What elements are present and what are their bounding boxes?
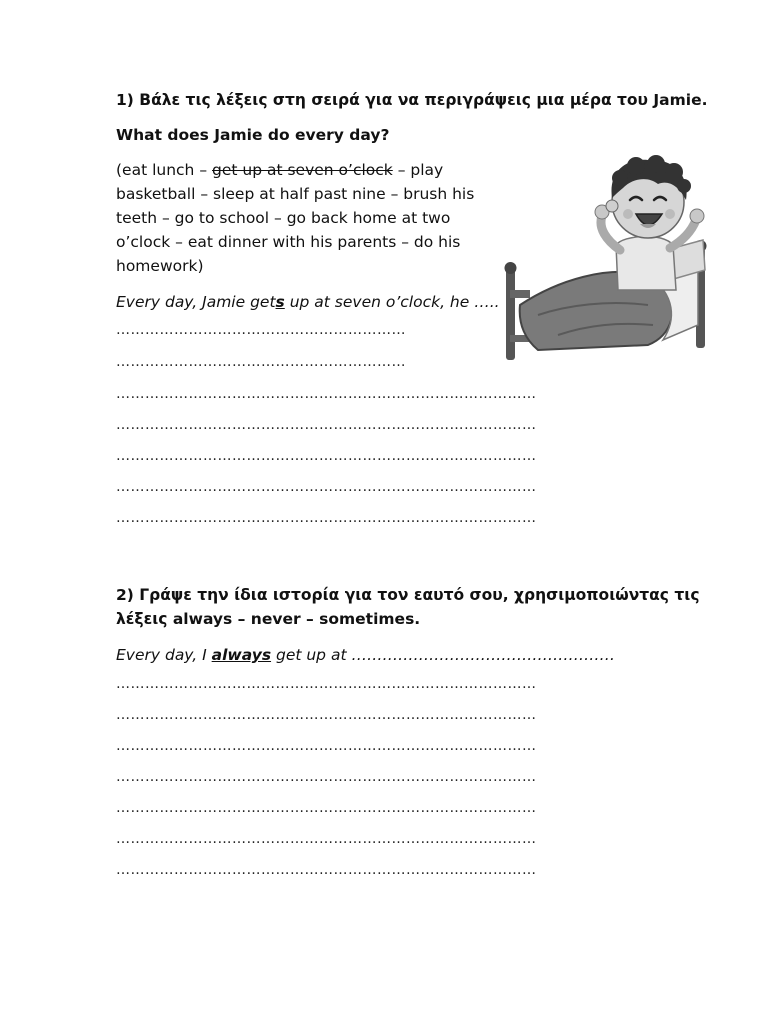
word-bank-line-5: homework) bbox=[116, 257, 204, 275]
answer-line-2[interactable]: …………………………………………………… bbox=[116, 354, 406, 370]
answer-line-10[interactable]: …………………………………………………………………………… bbox=[116, 738, 537, 754]
section2-example-pre: Every day, I bbox=[116, 646, 212, 664]
section1-example-post: up at seven o’clock, he ….. bbox=[284, 293, 500, 311]
section1-example-bold: s bbox=[275, 293, 285, 311]
word-bank-pre: (eat lunch – bbox=[116, 161, 212, 179]
answer-line-1[interactable]: …………………………………………………… bbox=[116, 322, 406, 338]
section2-example-bold: always bbox=[211, 646, 272, 664]
word-bank-line1-post: – play bbox=[392, 161, 444, 179]
answer-line-11[interactable]: …………………………………………………………………………… bbox=[116, 769, 537, 785]
answer-line-14[interactable]: …………………………………………………………………………… bbox=[116, 862, 537, 878]
boy-waking-up-in-bed-icon bbox=[498, 140, 718, 370]
section2-heading-line-1: 2) Γράψε την ίδια ιστορία για τον εαυτό σου, χρησιμοποιώντας τις bbox=[116, 586, 700, 604]
word-bank-line-3: teeth – go to school – go back home at two bbox=[116, 209, 451, 227]
answer-line-7[interactable]: …………………………………………………………………………… bbox=[116, 510, 537, 526]
section1-heading: 1) Βάλε τις λέξεις στη σειρά για να περιγράψεις μια μέρα του Jamie. bbox=[116, 91, 708, 109]
section2-example-post: get up at …………………………………………… bbox=[271, 646, 615, 664]
word-bank-line-2: basketball – sleep at half past nine – brush his bbox=[116, 185, 475, 203]
answer-line-4[interactable]: …………………………………………………………………………… bbox=[116, 417, 537, 433]
answer-line-13[interactable]: …………………………………………………………………………… bbox=[116, 831, 537, 847]
answer-line-6[interactable]: …………………………………………………………………………… bbox=[116, 479, 537, 495]
section1-example bbox=[116, 290, 500, 314]
section1-example-pre: Every day, Jamie get bbox=[116, 293, 276, 311]
answer-line-3[interactable]: …………………………………………………………………………… bbox=[116, 386, 537, 402]
section1-question: What does Jamie do every day? bbox=[116, 126, 390, 144]
section2-heading-line-2: λέξεις always – never – sometimes. bbox=[116, 610, 421, 628]
answer-line-5[interactable]: …………………………………………………………………………… bbox=[116, 448, 537, 464]
word-bank-line-1 bbox=[116, 158, 443, 182]
answer-line-12[interactable]: …………………………………………………………………………… bbox=[116, 800, 537, 816]
word-bank-line-4: o’clock – eat dinner with his parents – do his bbox=[116, 233, 461, 251]
answer-line-8[interactable]: …………………………………………………………………………… bbox=[116, 676, 537, 692]
answer-line-9[interactable]: …………………………………………………………………………… bbox=[116, 707, 537, 723]
section2-example bbox=[116, 643, 615, 667]
word-bank-struck: get up at seven o’clock bbox=[212, 161, 393, 179]
